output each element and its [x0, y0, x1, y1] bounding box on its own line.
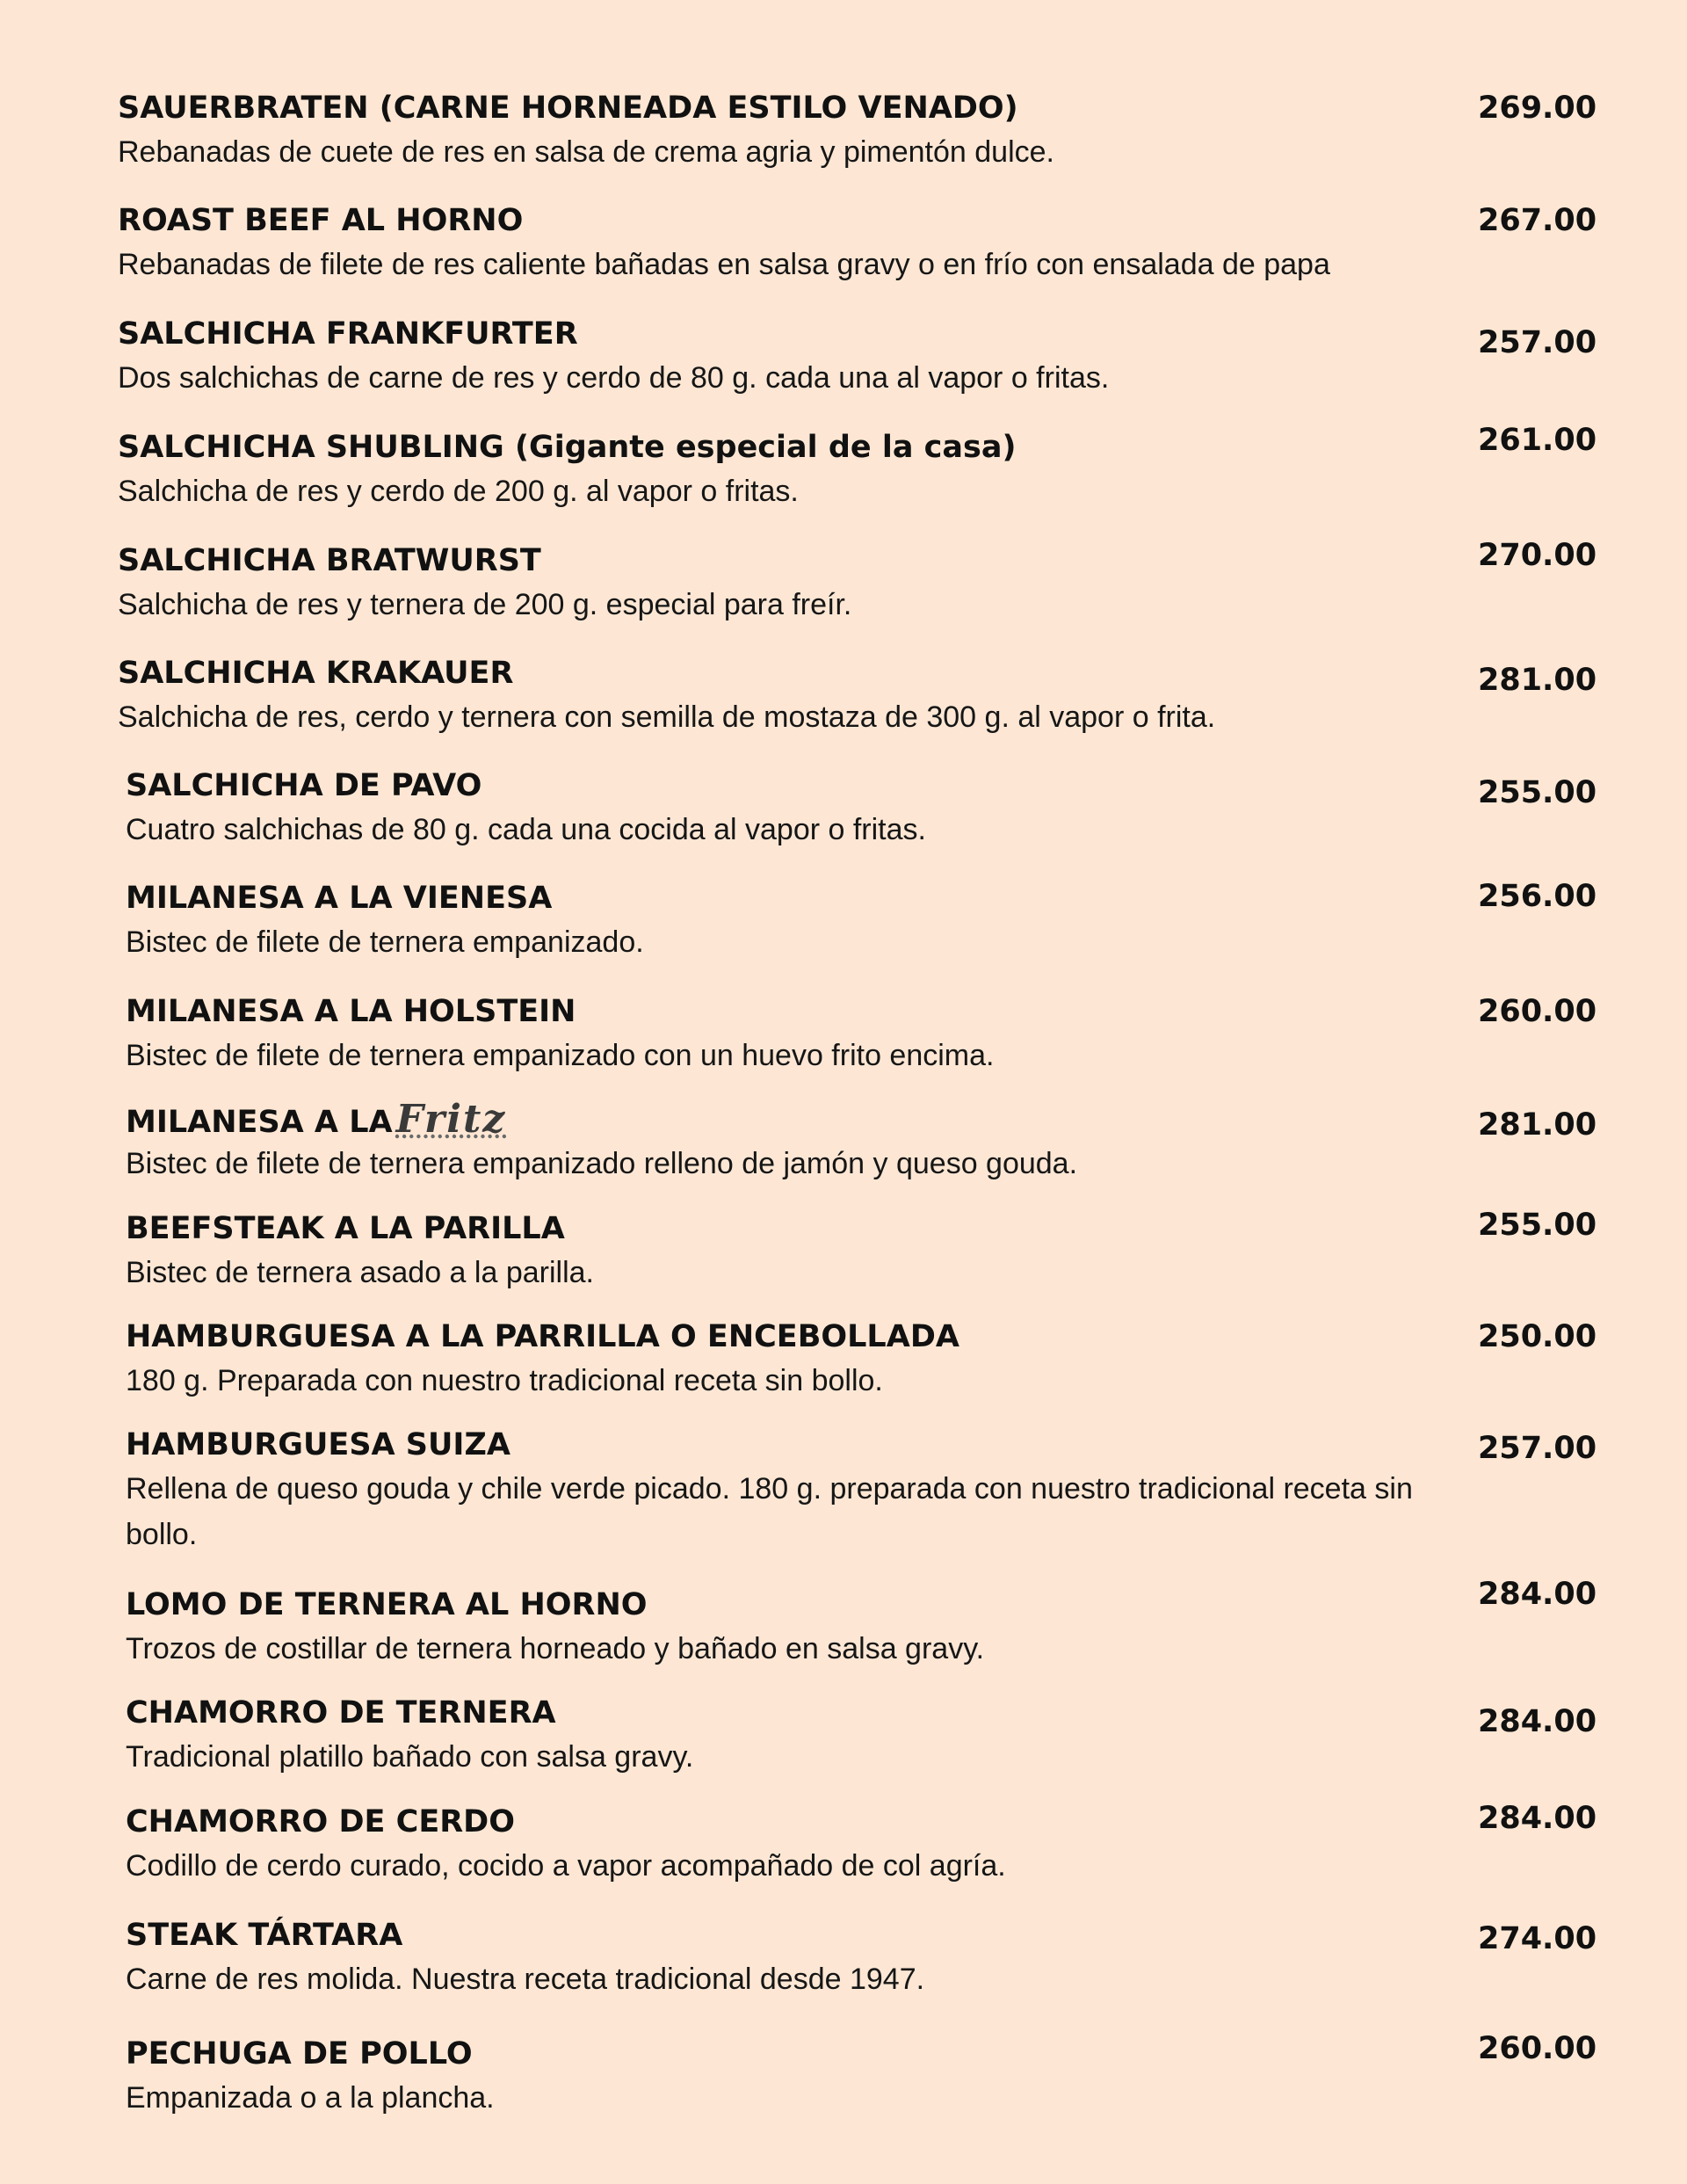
item-price: 267.00 — [1478, 203, 1597, 238]
item-description: Rebanadas de filete de res caliente bañadas en salsa gravy o en frío con ensalada de papa — [118, 248, 1330, 281]
item-price: 255.00 — [1478, 1208, 1597, 1243]
item-name: MILANESA A LA HOLSTEIN — [126, 994, 576, 1029]
item-description: Bistec de ternera asado a la parilla. — [126, 1256, 594, 1289]
item-name: SALCHICHA BRATWURST — [118, 543, 541, 578]
item-description: Bistec de filete de ternera empanizado relleno de jamón y queso gouda. — [126, 1147, 1078, 1180]
item-name: CHAMORRO DE TERNERA — [126, 1695, 556, 1731]
item-description: Bistec de filete de ternera empanizado. — [126, 925, 644, 959]
item-name-text: MILANESA A LA — [126, 1105, 393, 1140]
item-name: MILANESA A LA VIENESA — [126, 881, 553, 916]
item-name: CHAMORRO DE CERDO — [126, 1804, 515, 1839]
item-description: Trozos de costillar de ternera horneado y bañado en salsa gravy. — [126, 1632, 985, 1665]
item-name: SALCHICHA SHUBLING (Gigante especial de la casa) — [118, 430, 1017, 465]
item-price: 274.00 — [1478, 1921, 1597, 1956]
item-price: 257.00 — [1478, 325, 1597, 360]
item-description: Salchicha de res y cerdo de 200 g. al vapor o fritas. — [118, 475, 799, 508]
item-price: 281.00 — [1478, 1107, 1597, 1143]
item-name: SAUERBRATEN (CARNE HORNEADA ESTILO VENADO) — [118, 91, 1018, 126]
item-price: 284.00 — [1478, 1801, 1597, 1836]
item-price: 260.00 — [1478, 2031, 1597, 2066]
item-name: PECHUGA DE POLLO — [126, 2036, 473, 2072]
item-description: Bistec de filete de ternera empanizado con un huevo frito encima. — [126, 1039, 995, 1072]
item-description: Rellena de queso gouda y chile verde picado. 180 g. preparada con nuestro tradicional receta sin bollo. — [126, 1472, 1413, 1551]
item-name: SALCHICHA DE PAVO — [126, 768, 482, 803]
item-name: LOMO DE TERNERA AL HORNO — [126, 1587, 648, 1622]
item-name: SALCHICHA KRAKAUER — [118, 656, 514, 691]
item-name: HAMBURGUESA SUIZA — [126, 1427, 510, 1462]
item-description: Rebanadas de cuete de res en salsa de crema agria y pimentón dulce. — [118, 135, 1054, 169]
item-price: 257.00 — [1478, 1431, 1597, 1466]
item-price: 281.00 — [1478, 663, 1597, 698]
item-name: BEEFSTEAK A LA PARILLA — [126, 1211, 565, 1246]
item-description: 180 g. Preparada con nuestro tradicional receta sin bollo. — [126, 1364, 883, 1397]
item-price: 256.00 — [1478, 879, 1597, 914]
item-name: STEAK TÁRTARA — [126, 1918, 403, 1953]
fritz-logo: Fritz — [395, 1097, 507, 1142]
item-price: 270.00 — [1478, 538, 1597, 573]
item-price: 269.00 — [1478, 91, 1597, 126]
item-price: 260.00 — [1478, 994, 1597, 1029]
item-price: 255.00 — [1478, 775, 1597, 810]
item-name: SALCHICHA FRANKFURTER — [118, 316, 578, 352]
item-name: ROAST BEEF AL HORNO — [118, 203, 524, 238]
item-description: Tradicional platillo bañado con salsa gravy. — [126, 1740, 694, 1774]
item-name — [126, 1097, 507, 1142]
item-price: 284.00 — [1478, 1704, 1597, 1739]
item-description: Salchicha de res, cerdo y ternera con semilla de mostaza de 300 g. al vapor o frita. — [118, 700, 1216, 734]
item-price: 261.00 — [1478, 423, 1597, 458]
item-description: Cuatro salchichas de 80 g. cada una cocida al vapor o fritas. — [126, 813, 926, 846]
item-price: 284.00 — [1478, 1577, 1597, 1612]
item-description: Carne de res molida. Nuestra receta tradicional desde 1947. — [126, 1963, 925, 1996]
item-name: HAMBURGUESA A LA PARRILLA O ENCEBOLLADA — [126, 1319, 959, 1354]
item-description: Empanizada o a la plancha. — [126, 2081, 495, 2115]
item-price: 250.00 — [1478, 1319, 1597, 1354]
item-description: Codillo de cerdo curado, cocido a vapor acompañado de col agría. — [126, 1849, 1006, 1883]
item-description: Dos salchichas de carne de res y cerdo de 80 g. cada una al vapor o fritas. — [118, 361, 1110, 395]
item-description: Salchicha de res y ternera de 200 g. especial para freír. — [118, 588, 852, 621]
